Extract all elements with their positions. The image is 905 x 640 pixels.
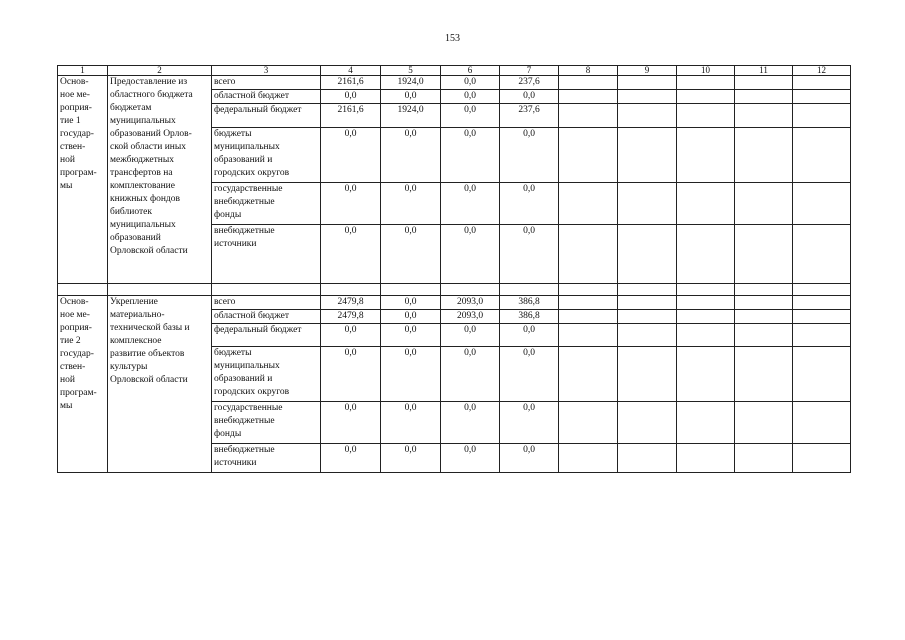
empty-cell — [793, 347, 851, 402]
empty-cell — [735, 183, 793, 225]
header-cell: 11 — [735, 66, 793, 76]
activity-description-cell: Предоставление из областного бюджета бюджетам муниципальных образований Орлов- ской области иных межбюджетных трансфертов на комплектование книжных фондов библиотек муниципальных образований Орловской области — [108, 76, 212, 284]
empty-cell — [677, 402, 735, 444]
value-cell: 1924,0 — [381, 104, 441, 128]
empty-cell — [735, 90, 793, 104]
funding-source-cell: внебюджетные источники — [212, 444, 321, 473]
value-cell: 2479,8 — [321, 310, 381, 324]
empty-cell — [559, 444, 618, 473]
empty-cell — [793, 128, 851, 183]
empty-cell — [559, 128, 618, 183]
empty-cell — [559, 284, 618, 296]
empty-cell — [618, 104, 677, 128]
budget-table — [57, 65, 851, 473]
empty-cell — [618, 347, 677, 402]
empty-cell — [793, 104, 851, 128]
header-cell: 7 — [500, 66, 559, 76]
value-cell: 0,0 — [381, 444, 441, 473]
header-cell: 2 — [108, 66, 212, 76]
value-cell: 0,0 — [321, 402, 381, 444]
header-cell: 10 — [677, 66, 735, 76]
value-cell: 0,0 — [500, 128, 559, 183]
value-cell: 0,0 — [381, 402, 441, 444]
empty-cell — [618, 310, 677, 324]
funding-source-cell: внебюджетные источники — [212, 225, 321, 284]
value-cell: 0,0 — [381, 183, 441, 225]
empty-cell — [735, 104, 793, 128]
header-cell: 12 — [793, 66, 851, 76]
value-cell: 0,0 — [381, 225, 441, 284]
empty-cell — [793, 444, 851, 473]
value-cell: 0,0 — [321, 225, 381, 284]
funding-source-cell: государственные внебюджетные фонды — [212, 183, 321, 225]
activity-name-cell: Основ- ное ме- роприя- тие 2 государ- ствен- ной програм- мы — [58, 296, 108, 473]
value-cell: 2479,8 — [321, 296, 381, 310]
empty-cell — [559, 402, 618, 444]
value-cell: 0,0 — [441, 444, 500, 473]
empty-cell — [618, 324, 677, 347]
value-cell: 0,0 — [500, 444, 559, 473]
empty-cell — [677, 324, 735, 347]
empty-cell — [559, 76, 618, 90]
empty-cell — [677, 183, 735, 225]
empty-cell — [441, 284, 500, 296]
empty-cell — [321, 284, 381, 296]
empty-cell — [108, 284, 212, 296]
empty-cell — [735, 284, 793, 296]
empty-cell — [793, 183, 851, 225]
empty-cell — [735, 310, 793, 324]
value-cell: 0,0 — [381, 347, 441, 402]
empty-cell — [559, 296, 618, 310]
value-cell: 0,0 — [381, 90, 441, 104]
empty-cell — [559, 225, 618, 284]
empty-cell — [618, 76, 677, 90]
empty-cell — [677, 347, 735, 402]
empty-cell — [212, 284, 321, 296]
page-number: 153 — [445, 33, 460, 44]
value-cell: 0,0 — [500, 225, 559, 284]
funding-source-cell: областной бюджет — [212, 90, 321, 104]
empty-cell — [58, 284, 108, 296]
empty-cell — [677, 76, 735, 90]
value-cell: 0,0 — [500, 324, 559, 347]
empty-cell — [677, 225, 735, 284]
empty-cell — [735, 347, 793, 402]
header-cell: 4 — [321, 66, 381, 76]
funding-source-cell: всего — [212, 296, 321, 310]
empty-cell — [677, 128, 735, 183]
empty-cell — [559, 104, 618, 128]
empty-cell — [793, 310, 851, 324]
empty-cell — [618, 183, 677, 225]
value-cell: 0,0 — [500, 90, 559, 104]
empty-cell — [618, 444, 677, 473]
empty-cell — [559, 347, 618, 402]
value-cell: 2161,6 — [321, 76, 381, 90]
header-row — [58, 66, 851, 76]
empty-cell — [677, 284, 735, 296]
empty-cell — [735, 225, 793, 284]
value-cell: 0,0 — [381, 296, 441, 310]
value-cell: 0,0 — [321, 183, 381, 225]
value-cell: 0,0 — [441, 128, 500, 183]
value-cell: 0,0 — [500, 347, 559, 402]
funding-source-cell: бюджеты муниципальных образований и городских округов — [212, 347, 321, 402]
table-row — [58, 296, 851, 310]
value-cell: 2161,6 — [321, 104, 381, 128]
empty-cell — [735, 76, 793, 90]
activity-description-cell: Укрепление материально- технической базы и комплексное развитие объектов культуры Орловской области — [108, 296, 212, 473]
empty-cell — [677, 310, 735, 324]
empty-cell — [559, 90, 618, 104]
value-cell: 386,8 — [500, 310, 559, 324]
funding-source-cell: государственные внебюджетные фонды — [212, 402, 321, 444]
empty-cell — [793, 296, 851, 310]
value-cell: 0,0 — [441, 225, 500, 284]
empty-cell — [735, 402, 793, 444]
value-cell: 0,0 — [500, 183, 559, 225]
empty-cell — [500, 284, 559, 296]
empty-cell — [559, 324, 618, 347]
empty-cell — [735, 444, 793, 473]
value-cell: 237,6 — [500, 76, 559, 90]
empty-cell — [618, 402, 677, 444]
empty-cell — [381, 284, 441, 296]
empty-cell — [793, 402, 851, 444]
value-cell: 0,0 — [321, 444, 381, 473]
empty-cell — [677, 104, 735, 128]
value-cell: 0,0 — [441, 90, 500, 104]
empty-cell — [735, 324, 793, 347]
value-cell: 2093,0 — [441, 296, 500, 310]
empty-cell — [559, 310, 618, 324]
empty-cell — [559, 183, 618, 225]
funding-source-cell: федеральный бюджет — [212, 104, 321, 128]
empty-cell — [677, 444, 735, 473]
table-row — [58, 76, 851, 90]
value-cell: 0,0 — [441, 347, 500, 402]
value-cell: 0,0 — [441, 76, 500, 90]
empty-cell — [793, 76, 851, 90]
value-cell: 0,0 — [321, 324, 381, 347]
value-cell: 237,6 — [500, 104, 559, 128]
activity-name-cell: Основ- ное ме- роприя- тие 1 государ- ствен- ной програм- мы — [58, 76, 108, 284]
funding-source-cell: областной бюджет — [212, 310, 321, 324]
empty-cell — [618, 225, 677, 284]
empty-cell — [618, 296, 677, 310]
empty-cell — [735, 128, 793, 183]
header-cell: 8 — [559, 66, 618, 76]
funding-source-cell: всего — [212, 76, 321, 90]
value-cell: 0,0 — [441, 104, 500, 128]
spacer-row — [58, 284, 851, 296]
header-cell: 1 — [58, 66, 108, 76]
header-cell: 3 — [212, 66, 321, 76]
empty-cell — [618, 128, 677, 183]
value-cell: 386,8 — [500, 296, 559, 310]
empty-cell — [793, 225, 851, 284]
value-cell: 0,0 — [500, 402, 559, 444]
value-cell: 0,0 — [381, 128, 441, 183]
header-cell: 5 — [381, 66, 441, 76]
empty-cell — [735, 296, 793, 310]
empty-cell — [677, 296, 735, 310]
empty-cell — [793, 90, 851, 104]
value-cell: 0,0 — [381, 310, 441, 324]
value-cell: 0,0 — [321, 347, 381, 402]
empty-cell — [618, 284, 677, 296]
empty-cell — [793, 324, 851, 347]
header-cell: 6 — [441, 66, 500, 76]
funding-source-cell: федеральный бюджет — [212, 324, 321, 347]
empty-cell — [793, 284, 851, 296]
value-cell: 0,0 — [321, 90, 381, 104]
value-cell: 0,0 — [321, 128, 381, 183]
empty-cell — [677, 90, 735, 104]
funding-source-cell: бюджеты муниципальных образований и городских округов — [212, 128, 321, 183]
value-cell: 0,0 — [441, 402, 500, 444]
value-cell: 0,0 — [441, 324, 500, 347]
value-cell: 0,0 — [441, 183, 500, 225]
header-cell: 9 — [618, 66, 677, 76]
value-cell: 1924,0 — [381, 76, 441, 90]
value-cell: 2093,0 — [441, 310, 500, 324]
value-cell: 0,0 — [381, 324, 441, 347]
empty-cell — [618, 90, 677, 104]
